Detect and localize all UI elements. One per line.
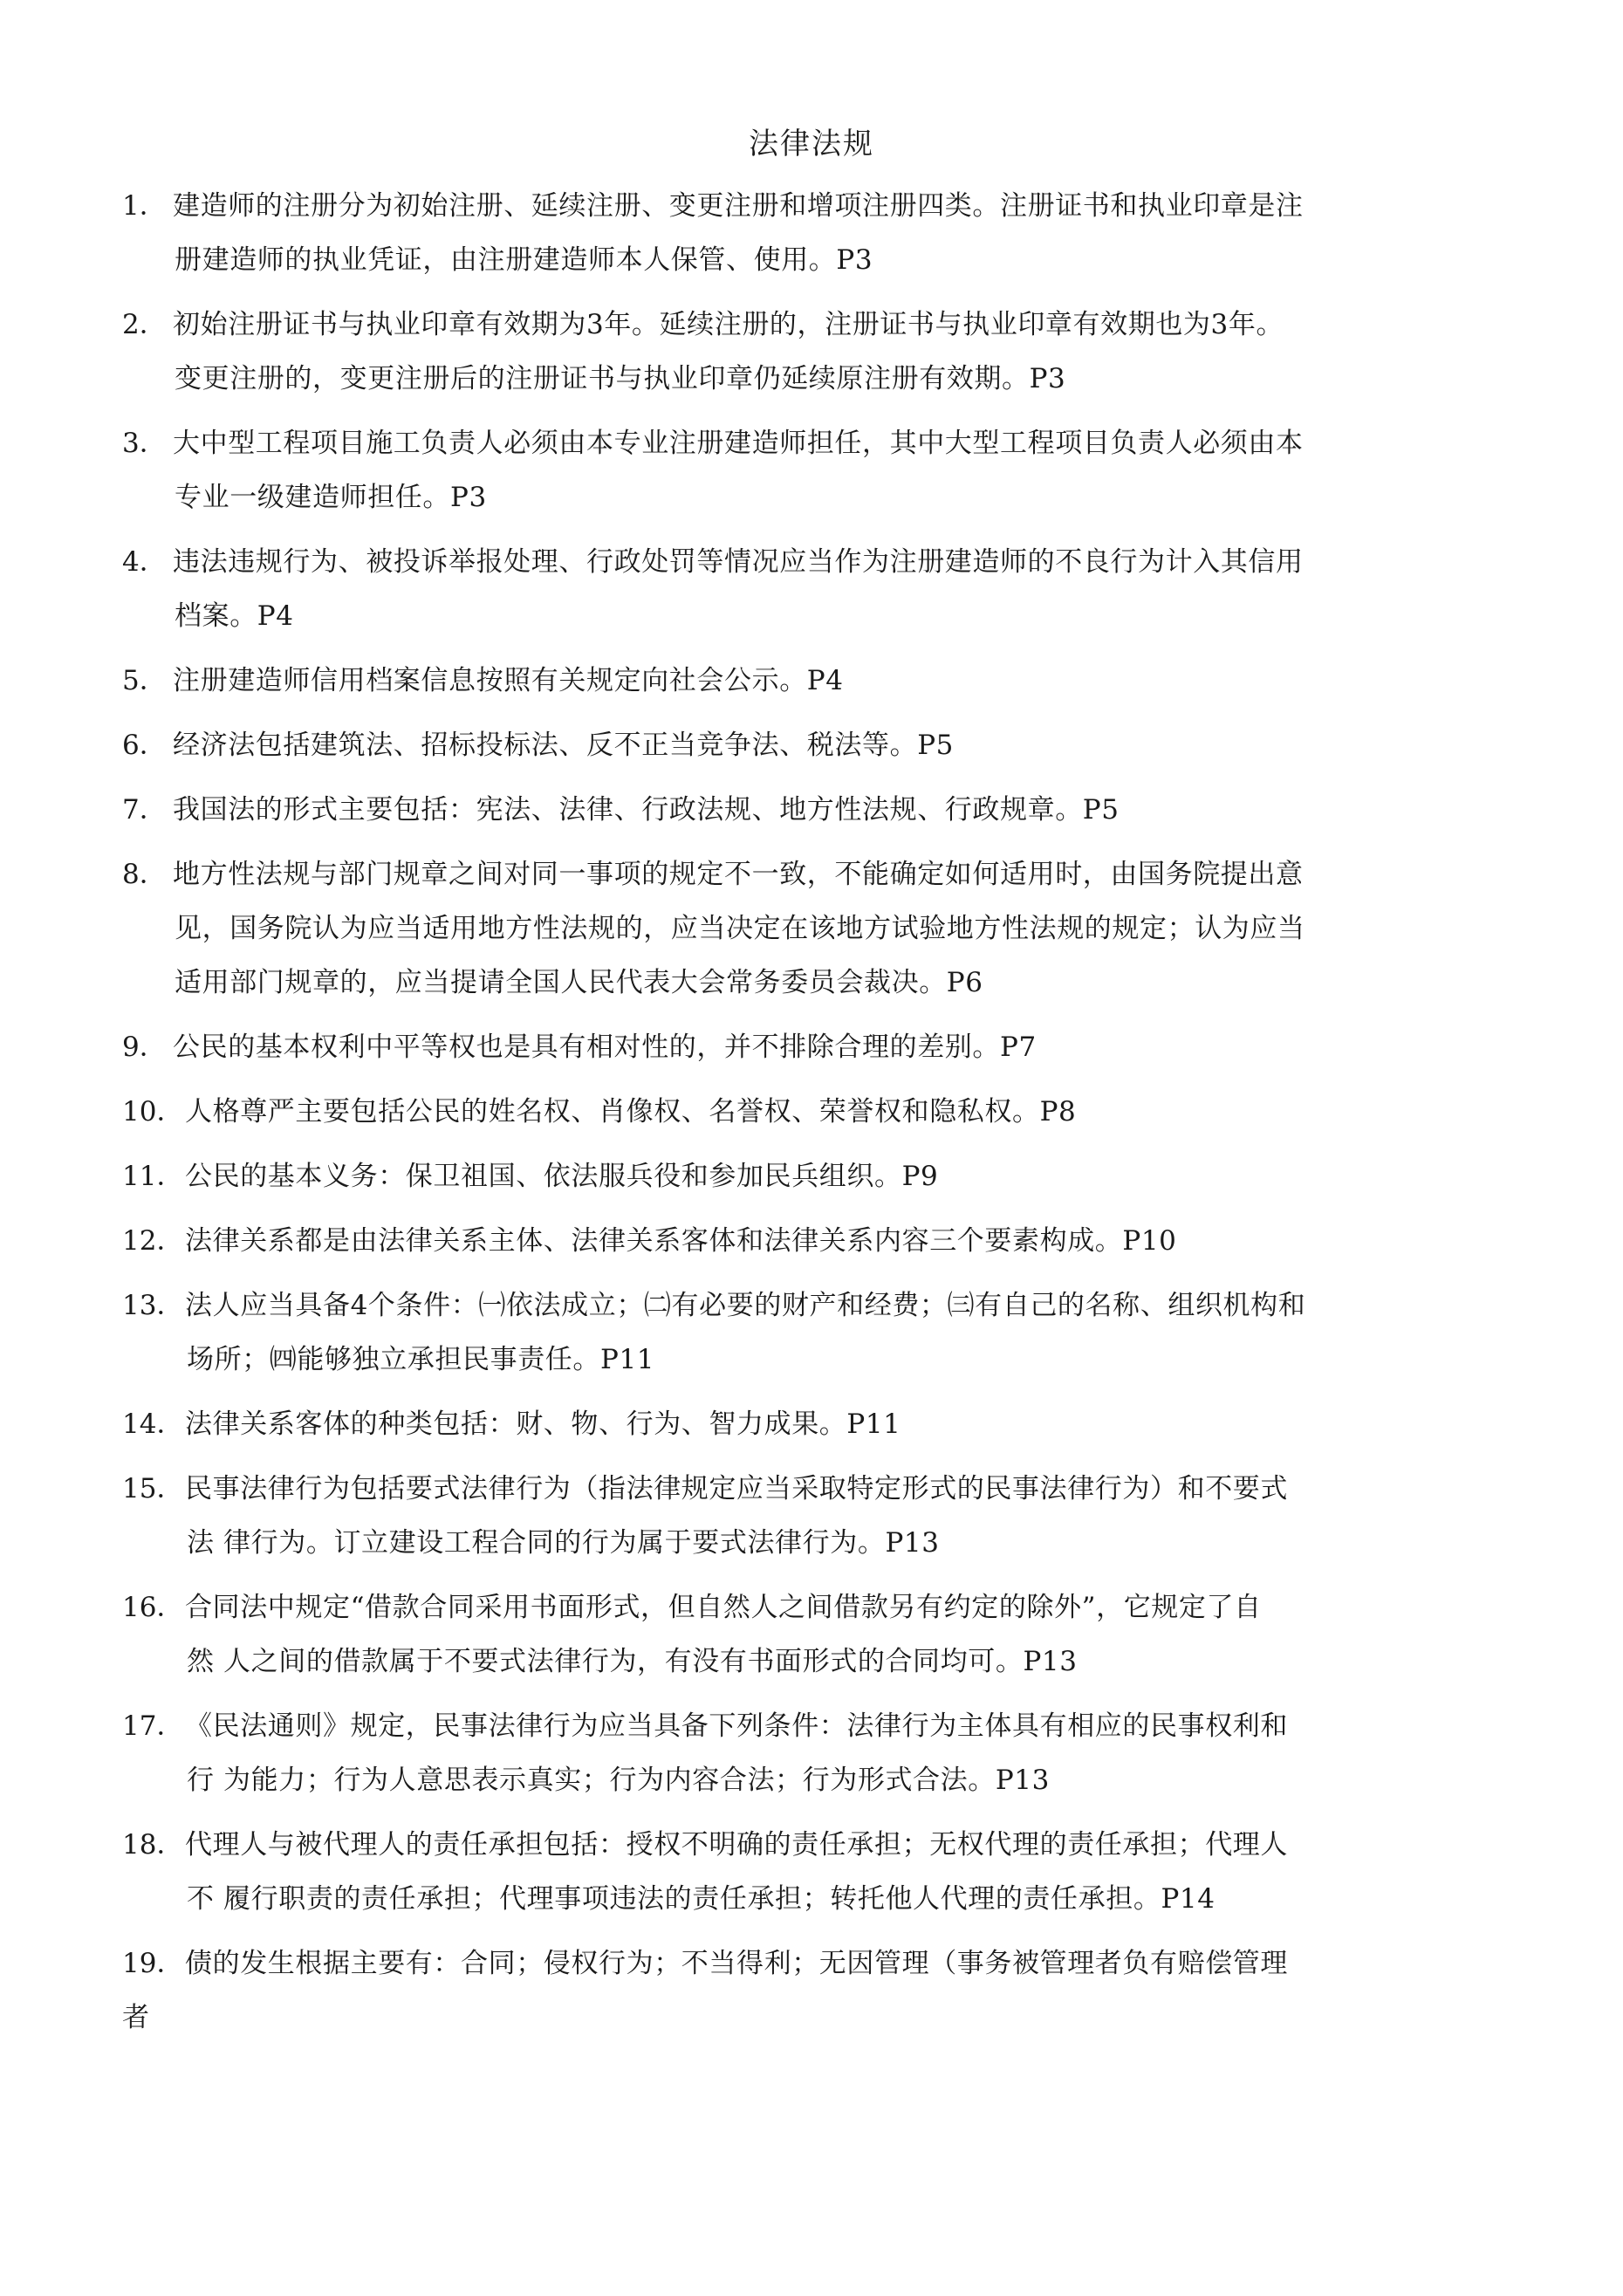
list-item: [122, 1020, 1518, 1074]
item-number: 8．: [122, 859, 167, 890]
item-number: 1．: [122, 190, 167, 222]
item-text-line: 见，国务院认为应当适用地方性法规的，应当决定在该地方试验地方性法规的规定；认为应当: [175, 913, 1305, 944]
item-number: 19．: [122, 1948, 184, 1979]
item-number: 12．: [122, 1225, 184, 1257]
item-text-line: 变更注册的，变更注册后的注册证书与执业印章仍延续原注册有效期。P3: [175, 363, 1066, 394]
item-text-line: 行 为能力；行为人意思表示真实；行为内容合法；行为形式合法。P13: [187, 1765, 1050, 1796]
item-text-line: 违法违规行为、被投诉举报处理、行政处罚等情况应当作为注册建造师的不良行为计入其信用: [173, 546, 1304, 578]
item-number: 4．: [122, 546, 167, 578]
item-text-line: 场所；㈣能够独立承担民事责任。P11: [187, 1344, 655, 1375]
list-item: [122, 179, 1518, 287]
list-item: [122, 1278, 1518, 1387]
item-text-line: 公民的基本权利中平等权也是具有相对性的，并不排除合理的差别。P7: [173, 1031, 1037, 1063]
item-number: 13．: [122, 1290, 184, 1321]
list-item: [122, 1085, 1518, 1139]
item-number: 7．: [122, 794, 167, 826]
item-text-line: 专业一级建造师担任。P3: [175, 482, 487, 513]
item-text-line: 大中型工程项目施工负责人必须由本专业注册建造师担任，其中大型工程项目负责人必须由本: [173, 428, 1304, 459]
item-text-line: 适用部门规章的，应当提请全国人民代表大会常务委员会裁决。P6: [175, 967, 983, 998]
item-number: 6．: [122, 730, 167, 761]
item-number: 9．: [122, 1031, 167, 1063]
item-number: 10．: [122, 1096, 184, 1127]
item-text-line: 合同法中规定“借款合同采用书面形式，但自然人之间借款另有约定的除外”，它规定了自: [185, 1592, 1262, 1623]
list-item: [122, 783, 1518, 837]
list-item: [122, 1214, 1518, 1268]
item-text-line: 人格尊严主要包括公民的姓名权、肖像权、名誉权、荣誉权和隐私权。P8: [185, 1096, 1077, 1127]
list-item: [122, 416, 1518, 524]
list-item: [122, 1699, 1518, 1807]
item-number: 14．: [122, 1408, 184, 1440]
item-text-line: 不 履行职责的责任承担；代理事项违法的责任承担；转托他人代理的责任承担。P14: [187, 1883, 1216, 1915]
item-number: 2．: [122, 309, 167, 340]
item-text-line: 建造师的注册分为初始注册、延续注册、变更注册和增项注册四类。注册证书和执业印章是注: [173, 190, 1304, 222]
item-number: 5．: [122, 665, 167, 696]
list-item: [122, 1397, 1518, 1451]
list-item: [122, 535, 1518, 643]
list-item: [122, 847, 1518, 1010]
item-number: 11．: [122, 1161, 184, 1192]
document-title: 法律法规: [749, 127, 874, 161]
item-text-line: 民事法律行为包括要式法律行为（指法律规定应当采取特定形式的民事法律行为）和不要式: [185, 1473, 1288, 1504]
item-number: 18．: [122, 1829, 184, 1861]
item-text-line: 然 人之间的借款属于不要式法律行为，有没有书面形式的合同均可。P13: [187, 1646, 1078, 1677]
item-text-line: 注册建造师信用档案信息按照有关规定向社会公示。P4: [173, 665, 844, 696]
item-text-line: 经济法包括建筑法、招标投标法、反不正当竞争法、税法等。P5: [173, 730, 954, 761]
item-text-line: 初始注册证书与执业印章有效期为3年。延续注册的，注册证书与执业印章有效期也为3年。: [173, 309, 1284, 340]
item-text-line: 法律关系都是由法律关系主体、法律关系客体和法律关系内容三个要素构成。P10: [185, 1225, 1177, 1257]
item-text-line: 《民法通则》规定，民事法律行为应当具备下列条件：法律行为主体具有相应的民事权利和: [185, 1710, 1288, 1742]
item-text-line: 我国法的形式主要包括：宪法、法律、行政法规、地方性法规、行政规章。P5: [173, 794, 1120, 826]
item-text-line: 档案。P4: [175, 600, 294, 632]
item-text-line: 公民的基本义务：保卫祖国、依法服兵役和参加民兵组织。P9: [185, 1161, 939, 1192]
item-number: 16．: [122, 1592, 184, 1623]
list-item: [122, 1936, 1518, 2045]
item-text-line: 法人应当具备4个条件：㈠依法成立；㈡有必要的财产和经费；㈢有自己的名称、组织机构和: [185, 1290, 1306, 1321]
list-item: [122, 654, 1518, 708]
item-text-line: 地方性法规与部门规章之间对同一事项的规定不一致，不能确定如何适用时，由国务院提出意: [173, 859, 1304, 890]
item-number: 17．: [122, 1710, 184, 1742]
item-number: 3．: [122, 428, 167, 459]
item-text-line: 法律关系客体的种类包括：财、物、行为、智力成果。P11: [185, 1408, 901, 1440]
list-item: [122, 1149, 1518, 1203]
item-text-line: 法 律行为。订立建设工程合同的行为属于要式法律行为。P13: [187, 1527, 940, 1559]
list-item: [122, 1462, 1518, 1570]
list-item: [122, 718, 1518, 772]
list-item: [122, 1818, 1518, 1926]
list-item: [122, 1580, 1518, 1689]
item-list: [0, 179, 1623, 2055]
item-text-line: 者: [122, 2002, 150, 2033]
item-text-line: 册建造师的执业凭证，由注册建造师本人保管、使用。P3: [175, 244, 873, 276]
item-text-line: 债的发生根据主要有：合同；侵权行为；不当得利；无因管理（事务被管理者负有赔偿管理: [185, 1948, 1288, 1979]
item-number: 15．: [122, 1473, 184, 1504]
list-item: [122, 298, 1518, 406]
item-text-line: 代理人与被代理人的责任承担包括：授权不明确的责任承担；无权代理的责任承担；代理人: [185, 1829, 1288, 1861]
